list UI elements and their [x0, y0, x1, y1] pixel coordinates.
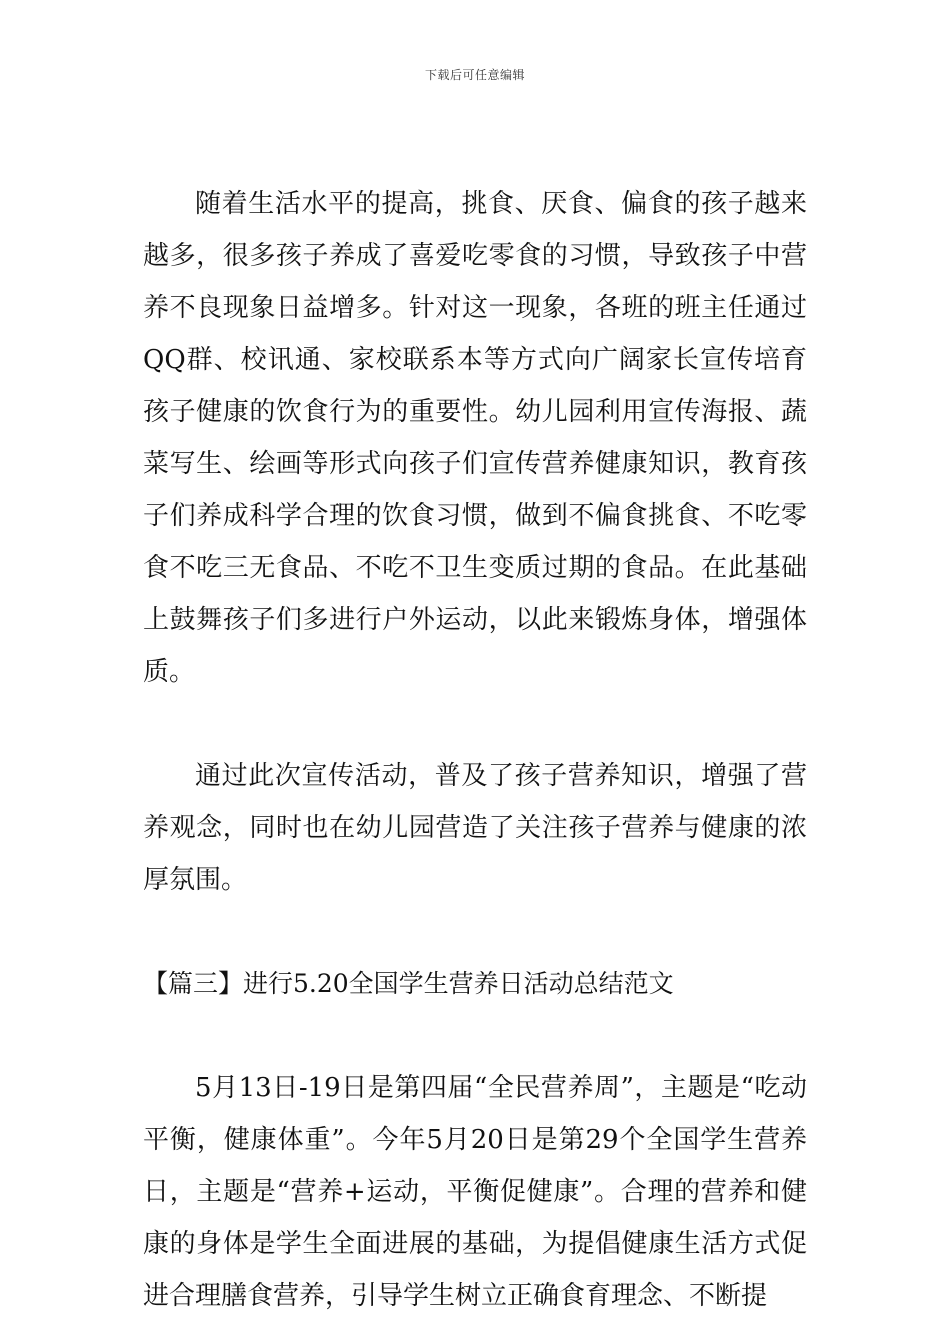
page-header-note: 下载后可任意编辑: [424, 68, 525, 82]
section-heading: 【篇三】进行5.20全国学生营养日活动总结范文: [143, 969, 674, 998]
paragraph-nutrition-education: 随着生活水平的提高，挑食、厌食、偏食的孩子越来越多，很多孩子养成了喜爱吃零食的习惯，导致孩子中营养不良现象日益增多。针对这一现象，各班的班主任通过QQ群、校讯通、家校联系本等方式向广阔家长宣传培育孩子健康的饮食行为的重要性。幼儿园利用宣传海报、蔬菜写生、绘画等形式向孩子们宣传营养健康知识，教育孩子们养成科学合理的饮食习惯，做到不偏食挑食、不吃零食不吃三无食品、不吃不卫生变质过期的食品。在此基础上鼓舞孩子们多进行户外运动，以此来锻炼身体，增强体质。: [143, 189, 807, 687]
paragraph-nutrition-week: 5月13日-19日是第四届“全民营养周”，主题是“吃动平衡，健康体重”。今年5月20日是第29个全国学生营养日，主题是“营养+运动，平衡促健康”。合理的营养和健康的身体是学生全面进展的基础，为提倡健康生活方式促进合理膳食营养，引导学生树立正确食育理念、不断提: [143, 1073, 807, 1311]
paragraph-activity-summary: 通过此次宣传活动，普及了孩子营养知识，增强了营养观念，同时也在幼儿园营造了关注孩子营养与健康的浓厚氛围。: [143, 761, 807, 895]
document-body: [143, 178, 807, 1322]
